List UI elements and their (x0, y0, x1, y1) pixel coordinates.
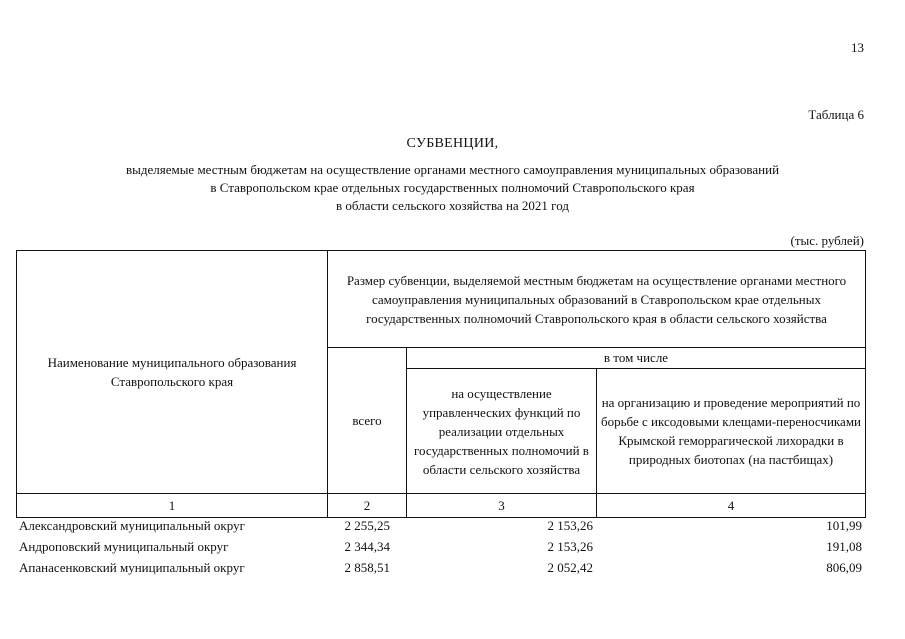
unit-note: (тыс. рублей) (790, 233, 864, 248)
header-management-functions: на осуществление управленческих функций по реализации отдельных государственных полномочий в области сельского хозяйства (407, 369, 597, 494)
column-number: 3 (407, 494, 597, 518)
management-value: 2 052,42 (547, 560, 593, 575)
subtitle-line: в Ставропольском крае отдельных государственных полномочий Ставропольского края (210, 180, 695, 195)
header-subsidy-size: Размер субвенции, выделяемой местным бюджетам на осуществление органами местного самоуправления муниципальных образований в Ставропольском крае отдельных государственных полномочий Ставропольского края в области сельского хозяйства (328, 251, 866, 348)
table-row (16, 536, 865, 557)
tick-control-value: 806,09 (826, 560, 862, 575)
header-tick-control: на организацию и проведение мероприятий по борьбе с иксодовыми клещами-переносчиками Крымской геморрагической лихорадки в природных биотопах (на пастбищах) (597, 369, 866, 494)
management-value: 2 153,26 (547, 539, 593, 554)
municipality-name: Андроповский муниципальный округ (19, 539, 229, 554)
column-number: 2 (328, 494, 407, 518)
column-number: 1 (17, 494, 328, 518)
subtitle-line: выделяемые местным бюджетам на осуществление органами местного самоуправления муниципальных образований (125, 162, 780, 177)
document-subtitle (40, 161, 865, 215)
page-number: 13 (851, 40, 864, 55)
subsidy-table-body (16, 515, 865, 578)
total-value: 2 344,34 (344, 539, 390, 554)
header-municipality-name: Наименование муниципального образования Ставропольского края (17, 251, 328, 494)
table-row (16, 515, 865, 536)
table-row (16, 557, 865, 578)
municipality-name: Апанасенковский муниципальный округ (19, 560, 245, 575)
total-value: 2 255,25 (344, 518, 390, 533)
table-label: Таблица 6 (808, 107, 864, 122)
header-including: в том числе (407, 348, 866, 369)
header-total: всего (328, 348, 407, 494)
subtitle-line: в области сельского хозяйства на 2021 год (336, 198, 569, 213)
document-title: СУБВЕНЦИИ, (406, 136, 499, 151)
management-value: 2 153,26 (547, 518, 593, 533)
tick-control-value: 101,99 (826, 518, 862, 533)
total-value: 2 858,51 (344, 560, 390, 575)
municipality-name: Александровский муниципальный округ (19, 518, 245, 533)
tick-control-value: 191,08 (826, 539, 862, 554)
column-number: 4 (597, 494, 866, 518)
subsidy-table-header (16, 250, 866, 518)
